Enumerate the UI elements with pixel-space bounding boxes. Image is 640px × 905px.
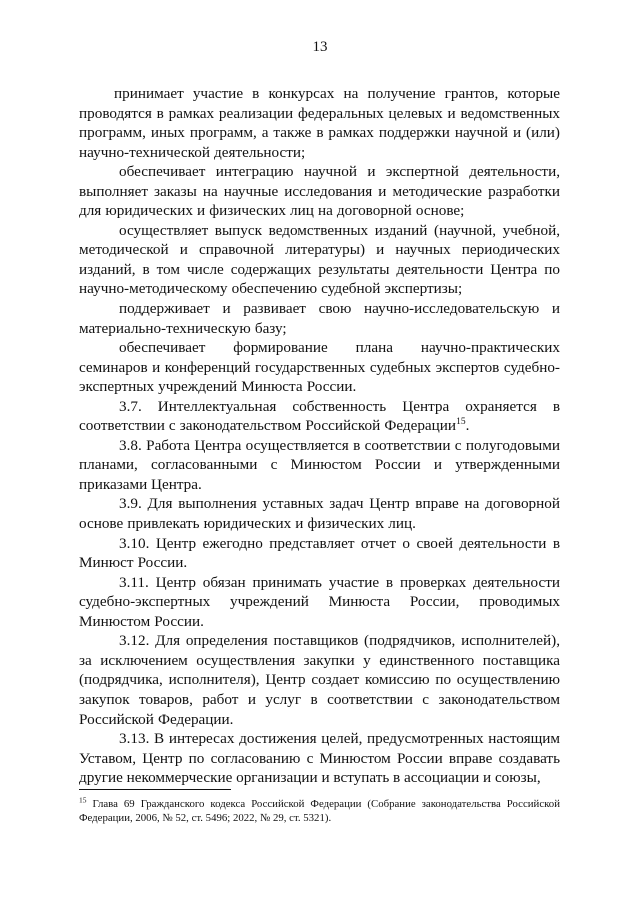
clause-3-10: 3.10. Центр ежегодно представляет отчет о своей деятельности в Минюст России. [79, 534, 560, 572]
paragraph-research-base: поддерживает и развивает свою научно-исследовательскую и материально-техническую базу; [79, 300, 560, 337]
paragraph-publications: осуществляет выпуск ведомственных изданий (научной, учебной, методической и справочной литературы) и научных периодических изданий, в том числе содержащих результаты деятельности Центра по научно-методическому обеспечению судебной экспертизы; [79, 221, 560, 298]
footnote-15 [79, 797, 560, 825]
clause-3-7-end: . [465, 417, 470, 435]
clause-3-12: 3.12. Для определения поставщиков (подрядчиков, исполнителей), за исключением осуществления закупки у единственного поставщика (подрядчика, исполнителя), Центр создает комиссию по осуществлению закупок товаров, работ и услуг в соответствии с законодательством Российской Федерации. [79, 632, 560, 728]
clause-3-8: 3.8. Работа Центра осуществляется в соответствии с полугодовыми планами, согласованными с Минюстом России и утвержденными приказами Центра. [79, 436, 560, 493]
paragraph-grants: принимает участие в конкурсах на получение грантов, которые проводятся в рамках реализации федеральных целевых и ведомственных программ, иных программ, а также в рамках поддержки научной и (или) научно-технической деятельности; [79, 85, 560, 161]
footnote-separator [79, 789, 231, 790]
footnote-text: Глава 69 Гражданского кодекса Российской Федерации (Собрание законодательства Российской Федерации, 2006, № 52, ст. 5496; 2022, № 29, ст. 5321). [79, 798, 560, 824]
paragraph-integration: обеспечивает интеграцию научной и экспертной деятельности, выполняет заказы на научные исследования и методические разработки для юридических и физических лиц на договорной основе; [79, 163, 560, 220]
clause-3-7-text: 3.7. Интеллектуальная собственность Центра охраняется в соответствии с законодательством Российской Федерации [79, 397, 560, 435]
clause-3-9: 3.9. Для выполнения уставных задач Центр вправе на договорной основе привлекать юридических и физических лиц. [79, 495, 560, 533]
page-number: 13 [312, 39, 328, 55]
document-body [79, 84, 560, 788]
clause-3-11: 3.11. Центр обязан принимать участие в проверках деятельности судебно-экспертных учреждений Минюста России, проводимых Минюстом России. [79, 573, 560, 630]
footnote-reference-15: 15 [456, 417, 466, 428]
clause-3-7 [79, 397, 560, 436]
footnote-marker: 15 [79, 795, 87, 805]
paragraph-seminars: обеспечивает формирование плана научно-практических семинаров и конференций государственных судебных экспертов судебно-экспертных учреждений Минюста России. [79, 339, 560, 396]
clause-3-13: 3.13. В интересах достижения целей, предусмотренных настоящим Уставом, Центр по согласованию с Минюстом России вправе создавать другие некоммерческие организации и вступать в ассоциации и союзы, [79, 730, 560, 787]
